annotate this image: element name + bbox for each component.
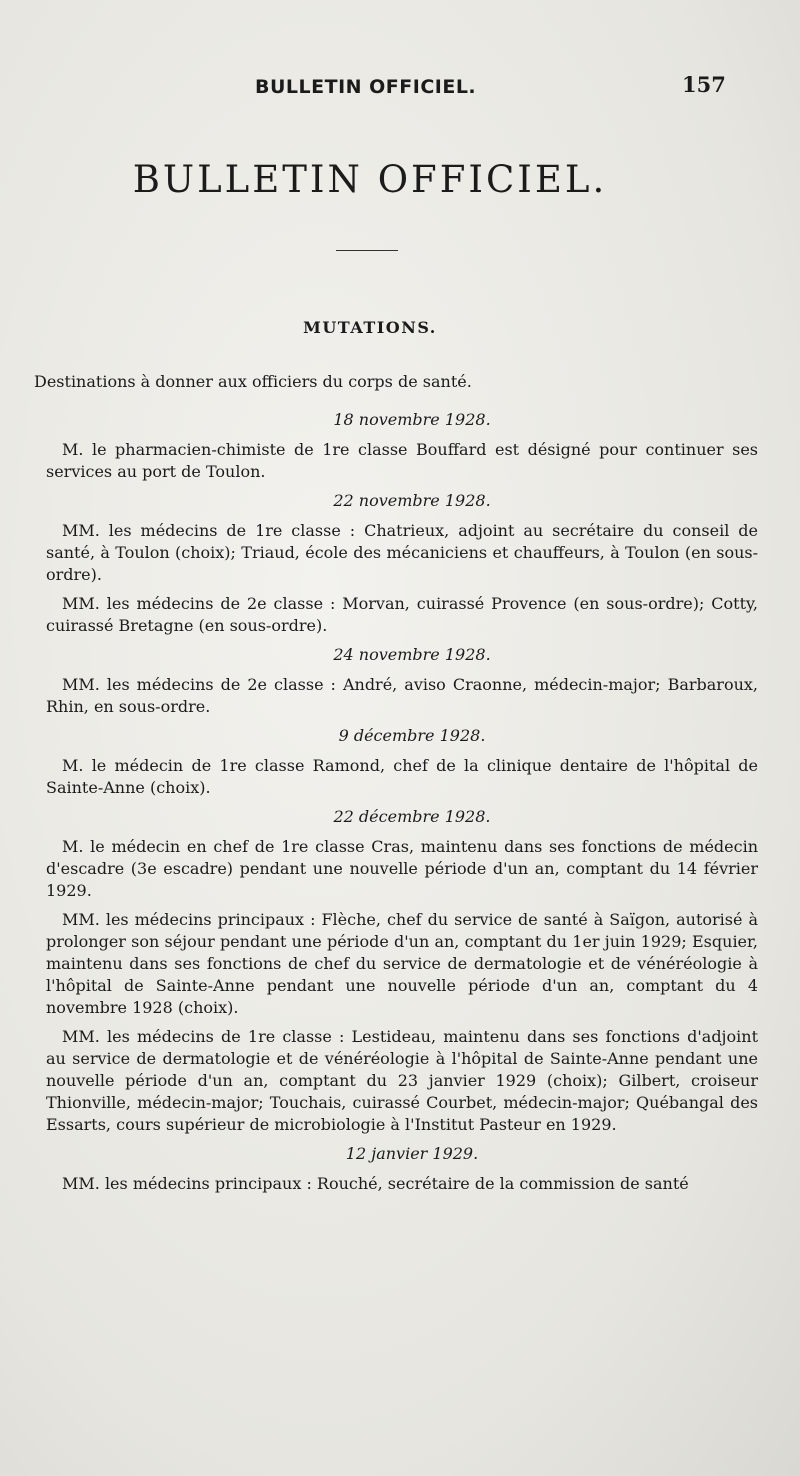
running-title: BULLETIN OFFICIEL. — [255, 76, 477, 98]
running-header — [0, 72, 800, 102]
entry — [46, 726, 758, 799]
entries-list — [46, 402, 758, 1202]
page-title: BULLETIN OFFICIEL. — [132, 158, 608, 201]
entry-paragraph: MM. les médecins de 2e classe : Morvan, cuirassé Provence (en sous-ordre); Cotty, cuirassé Bretagne (en sous-ordre). — [46, 594, 758, 635]
page-number: 157 — [682, 72, 726, 97]
entry — [46, 645, 758, 718]
entry-paragraph: M. le médecin en chef de 1re classe Cras, maintenu dans ses fonctions de médecin d'escadre (3e escadre) pendant une nouvelle période d'un an, comptant du 14 février 1929. — [46, 837, 758, 900]
entry-date: 12 janvier 1929. — [345, 1144, 479, 1163]
entry-paragraph: MM. les médecins de 1re classe : Chatrieux, adjoint au secrétaire du conseil de santé, à Toulon (choix); Triaud, école des mécaniciens et chauffeurs, à Toulon (en sous-ordre). — [46, 521, 758, 584]
entry-date: 24 novembre 1928. — [333, 645, 491, 664]
title-divider — [336, 250, 398, 251]
entry-paragraph: MM. les médecins de 2e classe : André, aviso Craonne, médecin-major; Barbaroux, Rhin, en sous-ordre. — [46, 675, 758, 716]
entry-paragraph: M. le médecin de 1re classe Ramond, chef de la clinique dentaire de l'hôpital de Sainte-Anne (choix). — [46, 756, 758, 797]
entry — [46, 1144, 758, 1195]
entry-date: 22 décembre 1928. — [333, 807, 491, 826]
entry-date: 9 décembre 1928. — [338, 726, 486, 745]
entry-paragraph: MM. les médecins principaux : Flèche, chef du service de santé à Saïgon, autorisé à prolonger son séjour pendant une période d'un an, comptant du 1er juin 1929; Esquier, maintenu dans ses fonctions de chef du service de dermatologie et de vénéréologie à l'hôpital de Sainte-Anne pendant une nouvelle période d'un an, comptant du 4 novembre 1928 (choix). — [46, 910, 758, 1017]
intro-line: Destinations à donner aux officiers du corps de santé. — [34, 372, 472, 391]
entry-paragraph: MM. les médecins principaux : Rouché, secrétaire de la commission de santé — [62, 1174, 689, 1193]
entry — [46, 491, 758, 637]
entry-date: 18 novembre 1928. — [333, 410, 491, 429]
entry-date: 22 novembre 1928. — [333, 491, 491, 510]
entry — [46, 410, 758, 483]
entry — [46, 807, 758, 1136]
entry-paragraph: M. le pharmacien-chimiste de 1re classe Bouffard est désigné pour continuer ses services au port de Toulon. — [46, 440, 758, 481]
entry-paragraph: MM. les médecins de 1re classe : Lestideau, maintenu dans ses fonctions d'adjoint au service de dermatologie et de vénéréologie à l'hôpital de Sainte-Anne pendant une nouvelle période d'un an, comptant du 23 janvier 1929 (choix); Gilbert, croiseur Thionville, médecin-major; Touchais, cuirassé Courbet, médecin-major; Québangal des Essarts, cours supérieur de microbiologie à l'Institut Pasteur en 1929. — [46, 1027, 758, 1134]
section-heading: MUTATIONS. — [303, 318, 437, 337]
